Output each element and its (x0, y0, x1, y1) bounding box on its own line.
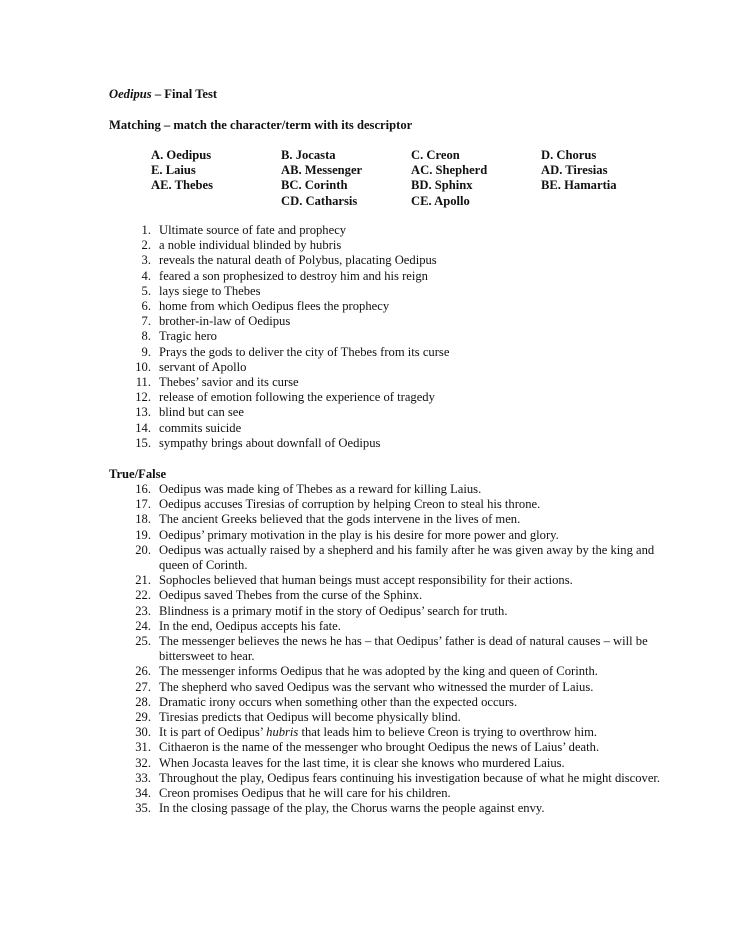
title-italic: Oedipus (109, 87, 152, 101)
list-item (109, 375, 669, 390)
item-text: The messenger informs Oedipus that he was adopted by the king and queen of Corinth. (159, 664, 598, 679)
options-row (151, 194, 671, 209)
list-item (109, 345, 669, 360)
list-item (109, 436, 669, 451)
item-number: 31. (135, 740, 151, 755)
page-title (109, 87, 217, 102)
list-item (109, 634, 669, 664)
list-item (109, 223, 669, 238)
item-text: sympathy brings about downfall of Oedipus (159, 435, 381, 450)
list-item (109, 725, 669, 740)
item-text: Blindness is a primary motif in the story of Oedipus’ search for truth. (159, 603, 508, 618)
item-text: blind but can see (159, 405, 244, 420)
item-text: The ancient Greeks believed that the gods intervene in the lives of men. (159, 512, 521, 527)
item-text: Prays the gods to deliver the city of Thebes from its curse (159, 344, 450, 359)
list-item (109, 497, 669, 512)
option: D. Chorus (541, 148, 597, 162)
item-text: Throughout the play, Oedipus fears continuing his investigation because of what he might discover. (159, 770, 661, 785)
item-number: 19. (135, 527, 151, 542)
list-item (109, 314, 669, 329)
matching-list (109, 223, 669, 451)
option: A. Oedipus (151, 148, 212, 162)
item-number: 34. (135, 786, 151, 801)
list-item (109, 786, 669, 801)
list-item (109, 238, 669, 253)
list-item (109, 482, 669, 497)
item-text (159, 725, 669, 740)
item-text: Tragic hero (159, 329, 217, 344)
item-number: 2. (141, 238, 151, 253)
item-number: 27. (135, 679, 151, 694)
list-item (109, 619, 669, 634)
options-grid (151, 148, 671, 209)
item-text: Oedipus’ primary motivation in the play is his desire for more power and glory. (159, 527, 559, 542)
option (151, 194, 281, 209)
item-number: 4. (141, 268, 151, 283)
item-number: 23. (135, 603, 151, 618)
item-text: reveals the natural death of Polybus, placating Oedipus (159, 253, 437, 268)
item-number: 9. (141, 344, 151, 359)
list-item (109, 512, 669, 527)
item-number: 26. (135, 664, 151, 679)
list-item (109, 801, 669, 816)
item-number: 29. (135, 710, 151, 725)
list-item (109, 771, 669, 786)
list-item (109, 299, 669, 314)
item-number: 18. (135, 512, 151, 527)
item-text: brother-in-law of Oedipus (159, 314, 291, 329)
true-false-list (109, 482, 669, 816)
item-text: Dramatic irony occurs when something other than the expected occurs. (159, 694, 518, 709)
list-item (109, 543, 669, 573)
item-number: 24. (135, 618, 151, 633)
item-text: commits suicide (159, 420, 242, 435)
item-number: 12. (135, 390, 151, 405)
title-rest: – Final Test (151, 87, 218, 101)
option (541, 194, 671, 209)
list-item (109, 528, 669, 543)
item-number: 6. (141, 299, 151, 314)
item-number: 10. (135, 359, 151, 374)
item-text: Cithaeron is the name of the messenger who brought Oedipus the news of Laius’ death. (159, 740, 600, 755)
item-text: In the end, Oedipus accepts his fate. (159, 618, 341, 633)
item-number: 14. (135, 420, 151, 435)
item-text: Tiresias predicts that Oedipus will become physically blind. (159, 710, 461, 725)
list-item (109, 421, 669, 436)
list-item (109, 405, 669, 420)
item-text: In the closing passage of the play, the Chorus warns the people against envy. (159, 801, 545, 816)
option: AD. Tiresias (541, 163, 608, 178)
matching-heading: Matching – match the character/term with its descriptor (109, 118, 413, 132)
item-text: Thebes’ savior and its curse (159, 375, 299, 390)
item-number: 15. (135, 435, 151, 450)
item-number: 16. (135, 482, 151, 496)
list-item (109, 329, 669, 344)
item-text-emphasis: hubris (266, 725, 299, 740)
item-text: When Jocasta leaves for the last time, it is clear she knows who murdered Laius. (159, 755, 565, 770)
option: AC. Shepherd (411, 163, 488, 178)
item-text-after: that leads him to believe Creon is trying to overthrow him. (298, 725, 598, 740)
option: CE. Apollo (411, 193, 470, 208)
option: BE. Hamartia (541, 178, 617, 193)
list-item (109, 253, 669, 268)
item-number: 5. (141, 283, 151, 298)
item-number: 35. (135, 801, 151, 816)
list-item (109, 664, 669, 679)
item-text: Sophocles believed that human beings must accept responsibility for their actions. (159, 573, 573, 588)
option: CD. Catharsis (281, 193, 358, 208)
item-number: 7. (141, 314, 151, 329)
list-item (109, 695, 669, 710)
item-text: Oedipus accuses Tiresias of corruption by helping Creon to steal his throne. (159, 497, 541, 512)
list-item (109, 390, 669, 405)
item-number: 20. (135, 542, 151, 557)
item-text: The shepherd who saved Oedipus was the servant who witnessed the murder of Laius. (159, 679, 594, 694)
list-item (109, 269, 669, 284)
item-number: 22. (135, 588, 151, 603)
item-text: Oedipus was made king of Thebes as a reward for killing Laius. (159, 482, 482, 496)
item-number: 17. (135, 497, 151, 512)
item-number: 8. (141, 329, 151, 344)
item-text: Ultimate source of fate and prophecy (159, 223, 347, 237)
options-row (151, 148, 671, 163)
item-text: feared a son prophesized to destroy him and his reign (159, 268, 428, 283)
item-text: home from which Oedipus flees the prophecy (159, 299, 390, 314)
list-item (109, 573, 669, 588)
true-false-heading: True/False (109, 467, 167, 481)
item-text-before: It is part of Oedipus’ (159, 725, 267, 740)
item-text: a noble individual blinded by hubris (159, 238, 342, 253)
option: BC. Corinth (281, 178, 348, 193)
item-text: lays siege to Thebes (159, 283, 261, 298)
item-text: Oedipus saved Thebes from the curse of the Sphinx. (159, 588, 423, 603)
item-number: 1. (141, 223, 151, 237)
item-text: Creon promises Oedipus that he will care for his children. (159, 786, 451, 801)
list-item (109, 680, 669, 695)
item-text: release of emotion following the experience of tragedy (159, 390, 435, 405)
list-item (109, 710, 669, 725)
options-row (151, 178, 671, 193)
item-text: Oedipus was actually raised by a shepherd and his family after he was given away by the king and queen of Corinth. (159, 542, 655, 573)
option: E. Laius (151, 163, 196, 178)
item-number: 21. (135, 573, 151, 588)
list-item (109, 588, 669, 603)
item-number: 25. (135, 634, 151, 649)
list-item (109, 604, 669, 619)
item-number: 32. (135, 755, 151, 770)
item-number: 13. (135, 405, 151, 420)
item-number: 33. (135, 770, 151, 785)
list-item (109, 756, 669, 771)
item-number: 3. (141, 253, 151, 268)
item-number: 11. (135, 375, 151, 390)
list-item (109, 740, 669, 755)
item-number: 30. (135, 725, 151, 740)
list-item (109, 360, 669, 375)
item-number: 28. (135, 694, 151, 709)
option: C. Creon (411, 148, 460, 162)
list-item (109, 284, 669, 299)
option: BD. Sphinx (411, 178, 473, 193)
option: AE. Thebes (151, 178, 214, 193)
item-text: The messenger believes the news he has – that Oedipus’ father is dead of natural causes – will be bittersweet to hear. (159, 634, 648, 664)
option: B. Jocasta (281, 148, 336, 162)
option: AB. Messenger (281, 163, 363, 178)
options-row (151, 163, 671, 178)
item-text: servant of Apollo (159, 359, 247, 374)
